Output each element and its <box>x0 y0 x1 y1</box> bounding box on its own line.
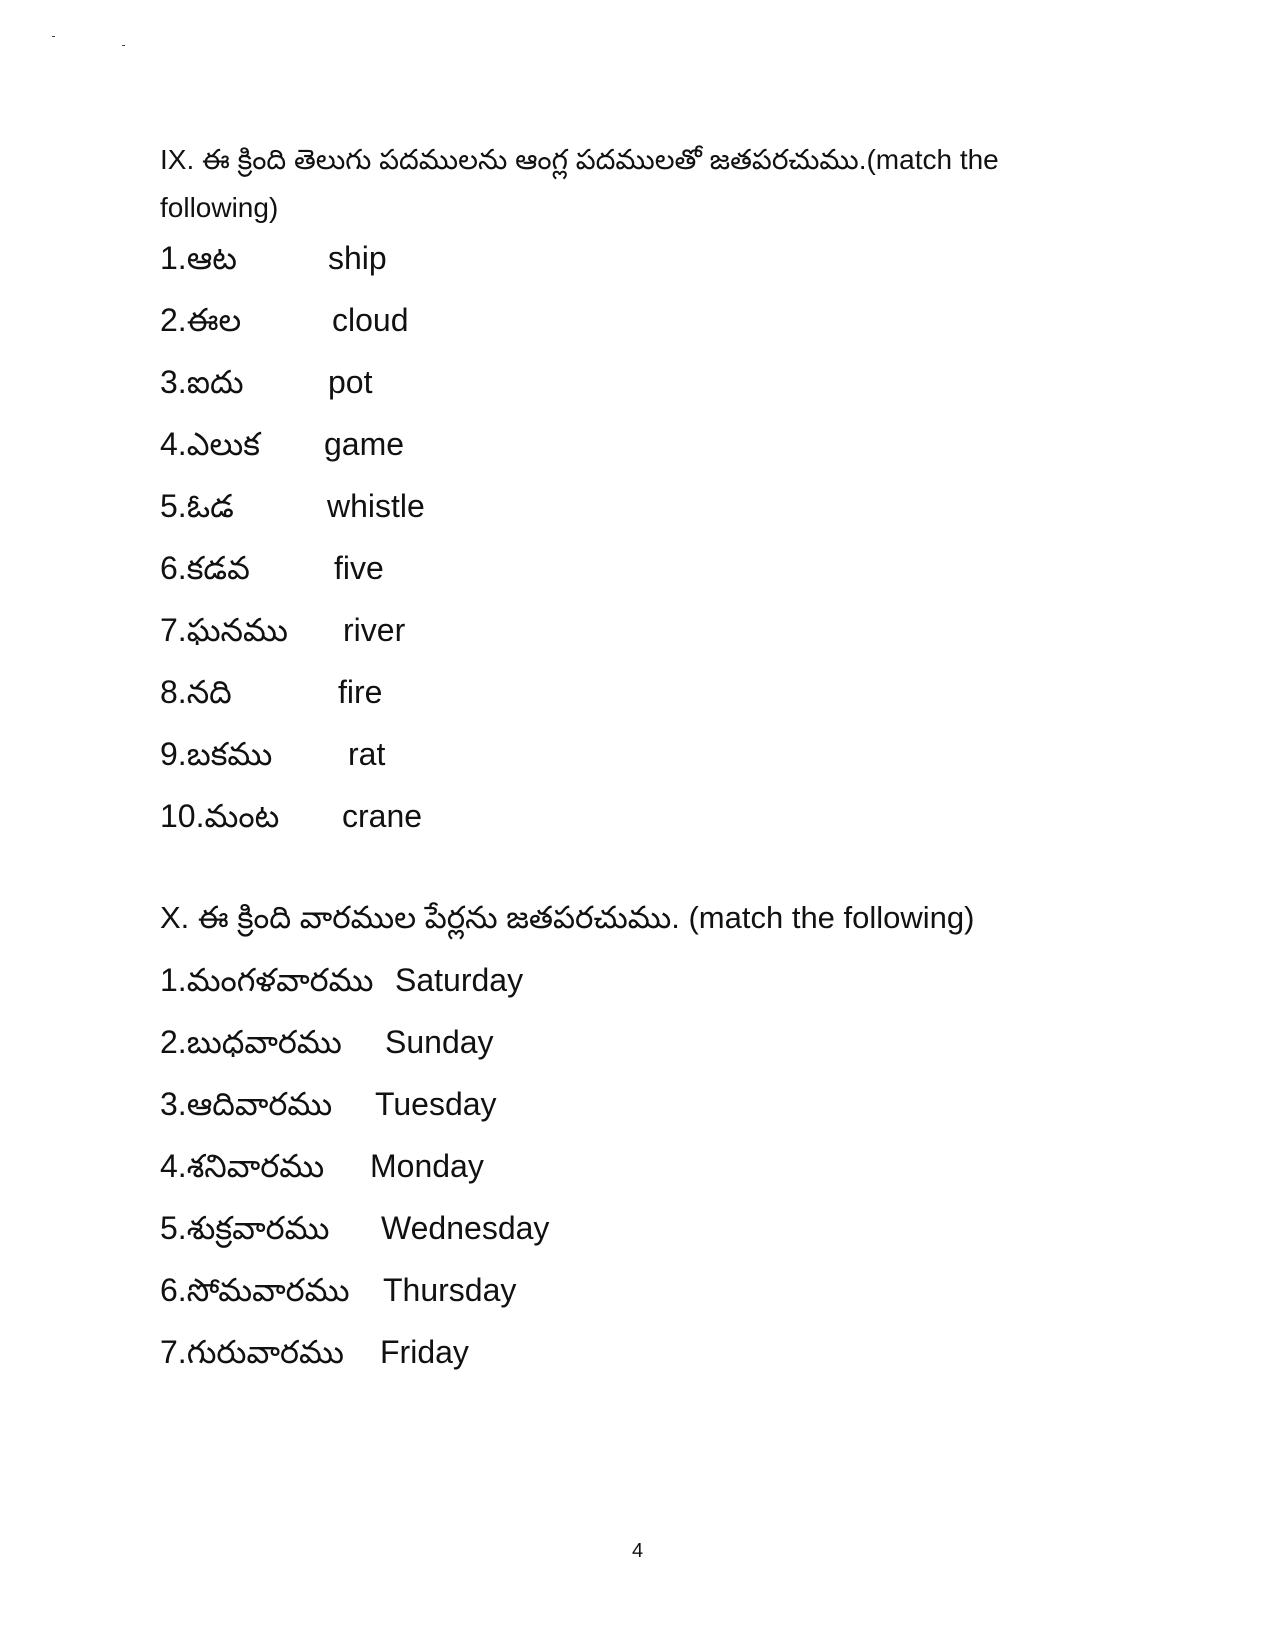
section-x-heading: X. ఈ క్రింది వారముల పేర్లను జతపరచుము. (match the following) <box>160 900 975 935</box>
english-word: Sunday <box>385 1024 494 1060</box>
telugu-word: 10.మంట <box>160 798 280 834</box>
english-word: Monday <box>370 1148 484 1184</box>
telugu-word: 7.గురువారము <box>160 1334 344 1370</box>
telugu-word: 9.బకము <box>160 736 273 772</box>
section-ix-heading: IX. ఈ క్రింది తెలుగు పదములను ఆంగ్ల పదములతో జతపరచుము.(match the <box>160 144 999 175</box>
telugu-word: 1.ఆట <box>160 240 237 276</box>
english-word: Saturday <box>395 962 524 998</box>
telugu-word: 2.బుధవారము <box>160 1024 342 1060</box>
section-ix-heading-continued: following) <box>160 192 279 223</box>
english-word: pot <box>328 364 373 400</box>
english-word: whistle <box>327 488 425 524</box>
english-word: rat <box>348 736 386 772</box>
english-word: river <box>343 612 406 648</box>
telugu-word: 5.శుక్రవారము <box>160 1210 330 1246</box>
english-word: Tuesday <box>375 1086 497 1122</box>
english-word: crane <box>342 798 423 834</box>
english-word: Thursday <box>383 1272 517 1308</box>
scan-speck <box>52 36 55 37</box>
english-word: Friday <box>380 1334 469 1370</box>
english-word: ship <box>328 240 387 276</box>
english-word: Wednesday <box>381 1210 550 1246</box>
telugu-word: 1.మంగళవారము <box>160 962 374 998</box>
english-word: game <box>324 426 405 462</box>
telugu-word: 7.ఘనము <box>160 612 288 648</box>
telugu-word: 2.ఈల <box>160 302 242 338</box>
telugu-word: 5.ఓడ <box>160 488 234 524</box>
scan-speck <box>122 45 125 46</box>
english-word: fire <box>338 674 383 710</box>
telugu-word: 8.నది <box>160 674 232 710</box>
english-word: cloud <box>332 302 409 338</box>
telugu-word: 4.ఎలుక <box>160 426 260 462</box>
telugu-word: 3.ఆదివారము <box>160 1086 333 1122</box>
english-word: five <box>334 550 384 586</box>
telugu-word: 6.సోమవారము <box>160 1272 350 1308</box>
telugu-word: 6.కడవ <box>160 550 250 586</box>
telugu-word: 4.శనివారము <box>160 1148 325 1184</box>
page-number: 4 <box>631 1540 644 1562</box>
telugu-word: 3.ఐదు <box>160 364 244 400</box>
